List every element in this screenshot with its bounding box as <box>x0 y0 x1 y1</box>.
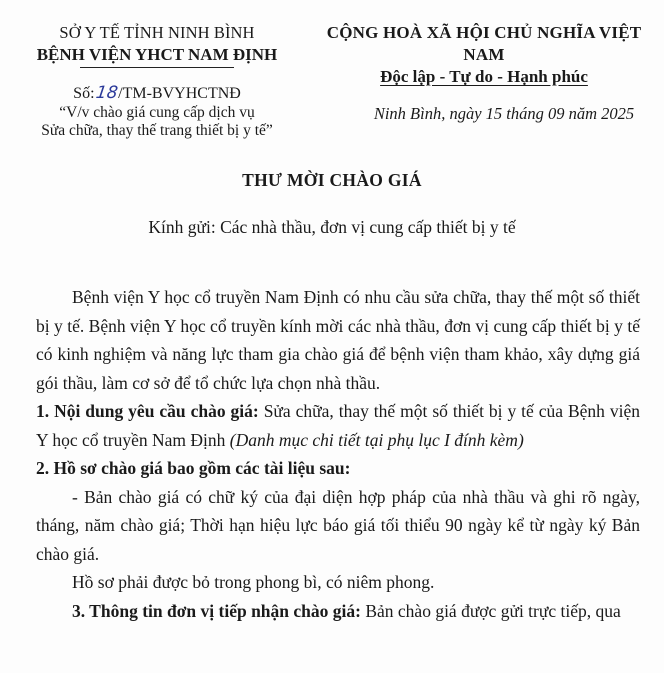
subject-line-2: Sửa chữa, thay thế trang thiết bị y tế” <box>41 122 273 139</box>
section-1-text: Sửa chữa, thay thế một số thiết bị y tế của Bệnh viện Y học cổ truyền Nam Định <box>36 401 640 450</box>
section-1-heading: 1. Nội dung yêu cầu chào giá: <box>36 401 259 421</box>
section-3-text: Bản chào giá được gửi trực tiếp, qua <box>360 600 621 621</box>
section-2-heading: 2. Hồ sơ chào giá bao gồm các tài liệu sau: <box>36 458 351 478</box>
intro-paragraph: Bệnh viện Y học cổ truyền Nam Định có nhu cầu sửa chữa, thay thế một số thiết bị y tế. Bệnh viện Y học cổ truyền kính mời các nhà thầu, đơn vị cung cấp thiết bị y tế có kinh nghiệm và năng lực tham gia chào giá để bệnh viện tham khảo, xây dựng giá gói thầu, làm cơ sở để tổ chức lựa chọn nhà thầu. <box>36 287 640 393</box>
document-number <box>18 83 296 104</box>
subject-line-1: “V/v chào giá cung cấp dịch vụ <box>59 104 255 121</box>
document-title: THƯ MỜI CHÀO GIÁ <box>242 170 422 190</box>
docno-handwritten: 18 <box>94 83 119 103</box>
document-body <box>36 283 640 625</box>
national-header <box>305 22 663 124</box>
recipient-line: Kính gửi: Các nhà thầu, đơn vị cung cấp thiết bị y tế <box>148 217 516 237</box>
ministry-name: SỞ Y TẾ TỈNH NINH BÌNH <box>59 23 255 42</box>
issuer-block <box>18 22 296 140</box>
nation-name: CỘNG HOÀ XÃ HỘI CHỦ NGHĨA VIỆT NAM <box>326 23 642 64</box>
section-1 <box>36 397 640 454</box>
hospital-name: BỆNH VIỆN YHCT NAM ĐỊNH <box>36 45 278 64</box>
national-motto: Độc lập - Tự do - Hạnh phúc <box>380 67 588 86</box>
docno-prefix: Số: <box>73 85 95 102</box>
section-3 <box>36 597 640 626</box>
section-1-italic-note: (Danh mục chi tiết tại phụ lục I đính kèm) <box>229 429 524 450</box>
section-3-heading: 3. Thông tin đơn vị tiếp nhận chào giá: <box>72 600 361 621</box>
section-2-item: - Bản chào giá có chữ ký của đại diện hợp pháp của nhà thầu và ghi rõ ngày, tháng, năm chào giá; Thời hạn hiệu lực báo giá tối thiểu 90 ngày kể từ ngày ký Bản chào giá. <box>36 486 640 564</box>
docno-suffix: /TM-BVYHCTNĐ <box>118 85 241 102</box>
place-date: Ninh Bình, ngày 15 tháng 09 năm 2025 <box>373 104 635 123</box>
section-2-note: Hồ sơ phải được bỏ trong phong bì, có niêm phong. <box>72 572 435 592</box>
